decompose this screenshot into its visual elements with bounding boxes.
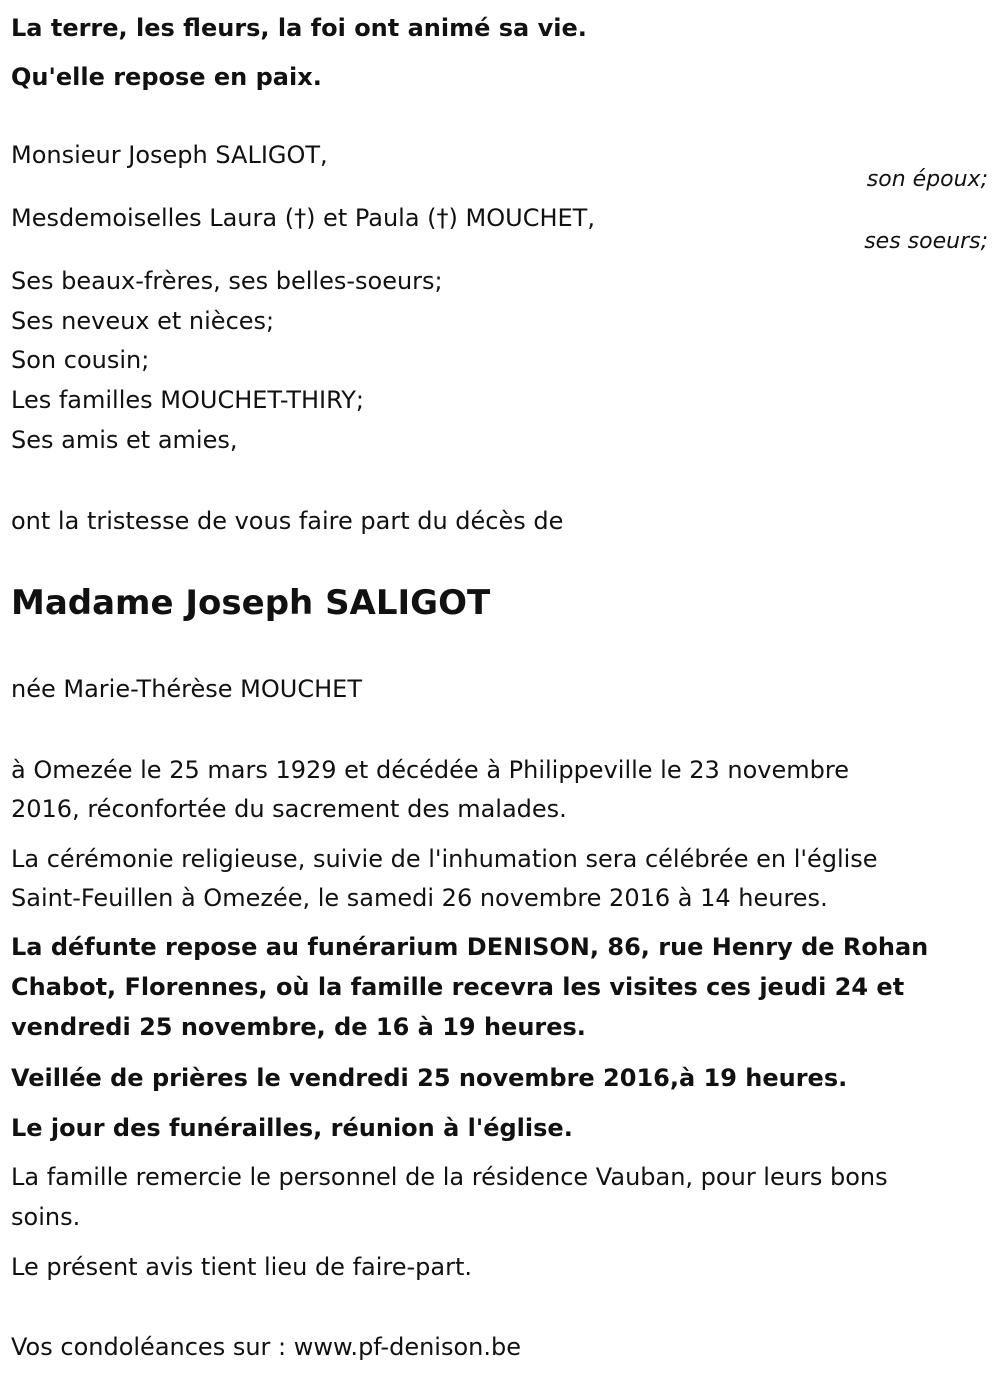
maiden-name: née Marie-Thérèse MOUCHET (11, 675, 362, 703)
announcement: ont la tristesse de vous faire part du décès de (11, 507, 564, 535)
funerarium-text: Chabot, Florennes, où la famille recevra les visites ces jeudi 24 et (11, 973, 905, 1001)
condolences-link[interactable]: Vos condoléances sur : www.pf-denison.be (11, 1333, 521, 1361)
notice-text: Le présent avis tient lieu de faire-part. (11, 1253, 473, 1281)
epigraph-line: La terre, les fleurs, la foi ont animé sa vie. (11, 14, 587, 42)
family-member: Monsieur Joseph SALIGOT, (11, 141, 328, 169)
birth-death-text: à Omezée le 25 mars 1929 et décédée à Philippeville le 23 novembre (11, 756, 849, 784)
funerarium-text: vendredi 25 novembre, de 16 à 19 heures. (11, 1013, 586, 1041)
ceremony-text: La cérémonie religieuse, suivie de l'inhumation sera célébrée en l'église (11, 845, 878, 873)
birth-death-text: 2016, réconfortée du sacrement des malades. (11, 795, 567, 823)
thanks-text: La famille remercie le personnel de la résidence Vauban, pour leurs bons (11, 1163, 888, 1191)
thanks-text: soins. (11, 1203, 81, 1231)
other-relatives: Ses neveux et nièces; (11, 307, 275, 335)
funerarium-text: La défunte repose au funérarium DENISON, 86, rue Henry de Rohan (11, 933, 929, 961)
other-relatives: Ses amis et amies, (11, 426, 238, 454)
other-relatives: Ses beaux-frères, ses belles-soeurs; (11, 267, 443, 295)
family-relation: son époux; (866, 167, 988, 192)
family-member: Mesdemoiselles Laura (†) et Paula (†) MOUCHET, (11, 204, 595, 232)
meeting-text: Le jour des funérailles, réunion à l'église. (11, 1114, 573, 1142)
other-relatives: Les familles MOUCHET-THIRY; (11, 386, 365, 414)
ceremony-text: Saint-Feuillen à Omezée, le samedi 26 novembre 2016 à 14 heures. (11, 884, 828, 912)
vigil-text: Veillée de prières le vendredi 25 novembre 2016,à 19 heures. (11, 1064, 848, 1092)
deceased-name: Madame Joseph SALIGOT (11, 583, 491, 623)
epigraph-line: Qu'elle repose en paix. (11, 63, 322, 91)
other-relatives: Son cousin; (11, 346, 150, 374)
family-relation: ses soeurs; (864, 229, 988, 254)
